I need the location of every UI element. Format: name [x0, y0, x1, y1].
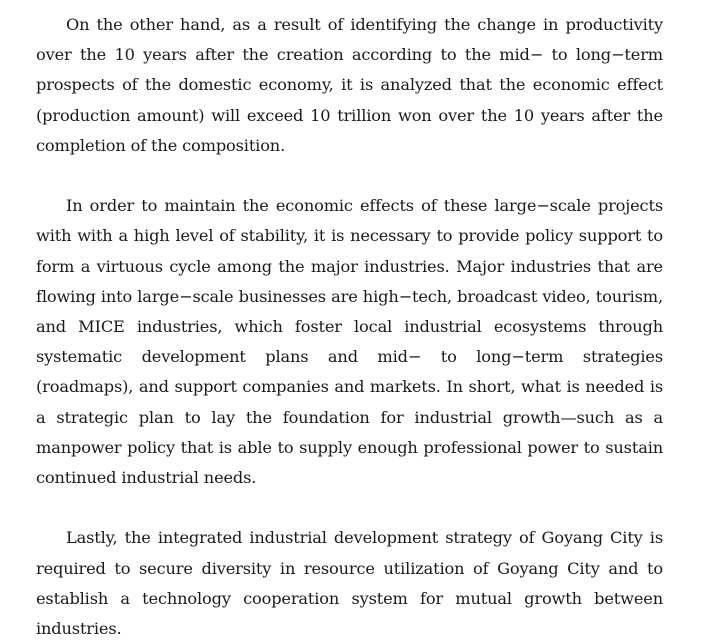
- paragraph-policy-support: In order to maintain the economic effects of these large−scale projects with with a high level of stability, it is necessary to provide policy support to form a virtuous cycle among the major industries. Major industries that are flowing into large−scale businesses are high−tech, broadcast video, tourism, and MICE industries, which foster local industrial ecosystems through systematic development plans and mid− to long−term strategies (roadmaps), and support companies and markets. In short, what is needed is a strategic plan to lay the foundation for industrial growth—such as a manpower policy that is able to supply enough professional power to sustain continued industrial needs.: [36, 196, 663, 488]
- document-body: [36, 10, 663, 644]
- paragraph-spacer: [36, 161, 663, 191]
- paragraph-productivity-effect: On the other hand, as a result of identifying the change in productivity over the 10 years after the creation according to the mid− to long−term prospects of the domestic economy, it is analyzed that the economic effect (production amount) will exceed 10 trillion won over the 10 years after the completion of the composition.: [36, 15, 663, 155]
- paragraph-spacer: [36, 493, 663, 523]
- paragraph-integrated-strategy: Lastly, the integrated industrial development strategy of Goyang City is required to secure diversity in resource utilization of Goyang City and to establish a technology cooperation system for mutual growth between industries.: [36, 528, 663, 639]
